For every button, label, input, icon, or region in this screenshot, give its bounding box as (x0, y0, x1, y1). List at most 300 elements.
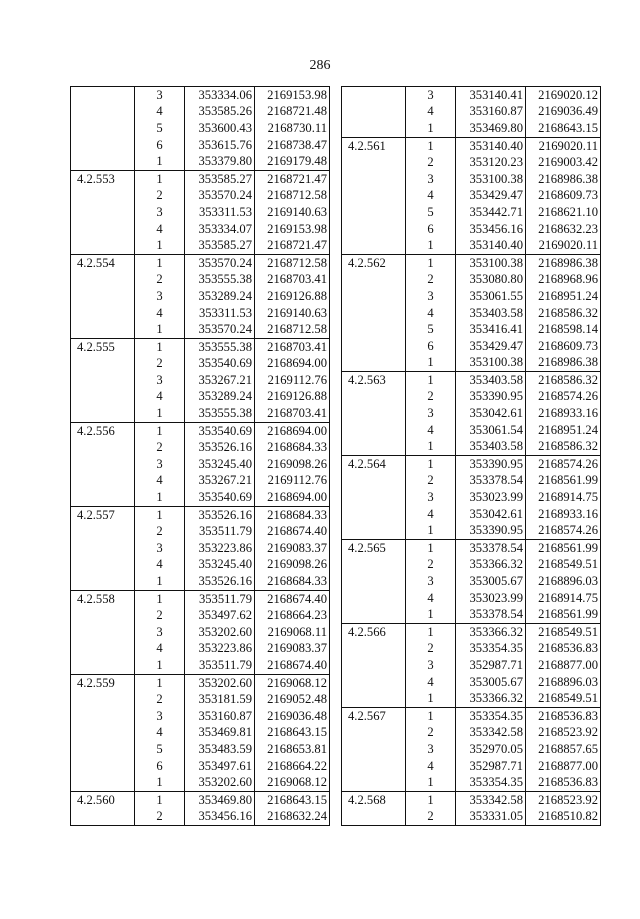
object-id-cell (342, 389, 406, 406)
object-id-cell (342, 321, 406, 338)
x-coordinate-cell: 353469.80 (456, 120, 526, 137)
x-coordinate-cell: 353267.21 (185, 372, 255, 389)
table-row (342, 506, 601, 523)
y-coordinate-cell: 2168643.15 (255, 725, 330, 742)
point-number-cell: 1 (135, 338, 185, 355)
point-number-cell: 3 (406, 489, 456, 506)
y-coordinate-cell: 2168653.81 (255, 741, 330, 758)
object-id-cell (342, 758, 406, 775)
object-id-cell (342, 438, 406, 455)
y-coordinate-cell: 2168643.15 (255, 791, 330, 808)
table-row (71, 389, 330, 406)
point-number-cell: 6 (406, 221, 456, 238)
y-coordinate-cell: 2169098.26 (255, 456, 330, 473)
point-number-cell: 3 (406, 657, 456, 674)
object-id-cell (342, 237, 406, 254)
y-coordinate-cell: 2168986.38 (526, 355, 601, 372)
table-row (71, 573, 330, 590)
object-id-cell (342, 204, 406, 221)
x-coordinate-cell: 353540.69 (185, 356, 255, 373)
object-id-cell: 4.2.557 (71, 506, 135, 523)
x-coordinate-cell: 353390.95 (456, 456, 526, 473)
x-coordinate-cell: 353354.35 (456, 641, 526, 658)
y-coordinate-cell: 2168703.41 (255, 338, 330, 355)
y-coordinate-cell: 2168609.73 (526, 338, 601, 355)
point-number-cell: 4 (406, 590, 456, 607)
y-coordinate-cell: 2168703.41 (255, 272, 330, 289)
object-id-cell (71, 188, 135, 205)
point-number-cell: 4 (406, 674, 456, 691)
y-coordinate-cell: 2168643.15 (526, 120, 601, 137)
object-id-cell (342, 405, 406, 422)
x-coordinate-cell: 353570.24 (185, 188, 255, 205)
y-coordinate-cell: 2168986.38 (526, 254, 601, 271)
y-coordinate-cell: 2169140.63 (255, 305, 330, 322)
table-row (71, 641, 330, 658)
y-coordinate-cell: 2169020.11 (526, 137, 601, 154)
x-coordinate-cell: 353615.76 (185, 137, 255, 154)
point-number-cell: 1 (406, 355, 456, 372)
point-number-cell: 3 (406, 573, 456, 590)
table-row (71, 774, 330, 791)
point-number-cell: 6 (135, 137, 185, 154)
table-row (71, 356, 330, 373)
y-coordinate-cell: 2168896.03 (526, 674, 601, 691)
point-number-cell: 2 (406, 272, 456, 289)
point-number-cell: 5 (135, 120, 185, 137)
object-id-cell (71, 356, 135, 373)
x-coordinate-cell: 353378.54 (456, 606, 526, 623)
object-id-cell (71, 305, 135, 322)
table-row (71, 104, 330, 121)
y-coordinate-cell: 2168586.32 (526, 372, 601, 389)
point-number-cell: 4 (135, 389, 185, 406)
x-coordinate-cell: 353223.86 (185, 641, 255, 658)
y-coordinate-cell: 2168986.38 (526, 171, 601, 188)
point-number-cell: 1 (406, 120, 456, 137)
table-row (342, 606, 601, 623)
point-number-cell: 2 (135, 356, 185, 373)
x-coordinate-cell: 353540.69 (185, 422, 255, 439)
object-id-cell: 4.2.562 (342, 254, 406, 271)
x-coordinate-cell: 353511.79 (185, 590, 255, 607)
x-coordinate-cell: 353005.67 (456, 674, 526, 691)
y-coordinate-cell: 2168632.23 (526, 221, 601, 238)
x-coordinate-cell: 353555.38 (185, 272, 255, 289)
y-coordinate-cell: 2169036.48 (255, 708, 330, 725)
point-number-cell: 3 (135, 87, 185, 104)
y-coordinate-cell: 2169052.48 (255, 691, 330, 708)
y-coordinate-cell: 2168712.58 (255, 321, 330, 338)
x-coordinate-cell: 353416.41 (456, 321, 526, 338)
point-number-cell: 6 (135, 758, 185, 775)
x-coordinate-cell: 353570.24 (185, 321, 255, 338)
point-number-cell: 1 (406, 707, 456, 724)
object-id-cell (71, 456, 135, 473)
table-row (71, 188, 330, 205)
point-number-cell: 4 (406, 422, 456, 439)
point-number-cell: 1 (135, 489, 185, 506)
page-number: 286 (309, 58, 331, 73)
y-coordinate-cell: 2168712.58 (255, 188, 330, 205)
y-coordinate-cell: 2169020.11 (526, 237, 601, 254)
x-coordinate-cell: 353005.67 (456, 573, 526, 590)
y-coordinate-cell: 2168914.75 (526, 590, 601, 607)
x-coordinate-cell: 353366.32 (456, 557, 526, 574)
table-row (71, 473, 330, 490)
y-coordinate-cell: 2168549.51 (526, 624, 601, 641)
point-number-cell: 1 (135, 405, 185, 422)
object-id-cell: 4.2.558 (71, 590, 135, 607)
y-coordinate-cell: 2169083.37 (255, 540, 330, 557)
table-row (71, 87, 330, 104)
table-row (71, 221, 330, 238)
point-number-cell: 1 (135, 674, 185, 691)
y-coordinate-cell: 2168586.32 (526, 438, 601, 455)
x-coordinate-cell: 353403.58 (456, 438, 526, 455)
table-row (71, 153, 330, 170)
y-coordinate-cell: 2168951.24 (526, 288, 601, 305)
object-id-cell (71, 557, 135, 574)
coordinates-table-left (70, 86, 330, 826)
table-row (71, 791, 330, 808)
y-coordinate-cell: 2168664.23 (255, 607, 330, 624)
object-id-cell (342, 473, 406, 490)
y-coordinate-cell: 2169003.42 (526, 154, 601, 171)
table-row (342, 758, 601, 775)
table-row (71, 809, 330, 826)
table-row (71, 254, 330, 271)
object-id-cell: 4.2.563 (342, 372, 406, 389)
x-coordinate-cell: 353311.53 (185, 204, 255, 221)
object-id-cell: 4.2.560 (71, 791, 135, 808)
y-coordinate-cell: 2168857.65 (526, 741, 601, 758)
table-row (71, 338, 330, 355)
object-id-cell (71, 405, 135, 422)
y-coordinate-cell: 2168561.99 (526, 606, 601, 623)
point-number-cell: 1 (406, 774, 456, 791)
y-coordinate-cell: 2168598.14 (526, 321, 601, 338)
x-coordinate-cell: 353267.21 (185, 473, 255, 490)
object-id-cell (342, 506, 406, 523)
y-coordinate-cell: 2169098.26 (255, 557, 330, 574)
object-id-cell (342, 422, 406, 439)
x-coordinate-cell: 353379.80 (185, 153, 255, 170)
table-row (342, 657, 601, 674)
table-row (342, 104, 601, 121)
object-id-cell (71, 691, 135, 708)
table-row (342, 237, 601, 254)
y-coordinate-cell: 2168712.58 (255, 254, 330, 271)
x-coordinate-cell: 353585.26 (185, 104, 255, 121)
point-number-cell: 2 (135, 809, 185, 826)
object-id-cell (342, 741, 406, 758)
x-coordinate-cell: 353366.32 (456, 690, 526, 707)
x-coordinate-cell: 353570.24 (185, 254, 255, 271)
table-row (71, 607, 330, 624)
table-row (71, 590, 330, 607)
point-number-cell: 2 (406, 641, 456, 658)
x-coordinate-cell: 353600.43 (185, 120, 255, 137)
table-row (342, 590, 601, 607)
x-coordinate-cell: 353354.35 (456, 774, 526, 791)
y-coordinate-cell: 2168574.26 (526, 522, 601, 539)
y-coordinate-cell: 2169140.63 (255, 204, 330, 221)
point-number-cell: 2 (135, 607, 185, 624)
y-coordinate-cell: 2168549.51 (526, 557, 601, 574)
point-number-cell: 1 (135, 153, 185, 170)
object-id-cell (342, 355, 406, 372)
point-number-cell: 1 (406, 137, 456, 154)
x-coordinate-cell: 353140.40 (456, 137, 526, 154)
object-id-cell (71, 641, 135, 658)
object-id-cell (342, 171, 406, 188)
x-coordinate-cell: 353289.24 (185, 389, 255, 406)
x-coordinate-cell: 353511.79 (185, 657, 255, 674)
object-id-cell (342, 690, 406, 707)
x-coordinate-cell: 353390.95 (456, 522, 526, 539)
point-number-cell: 5 (135, 741, 185, 758)
x-coordinate-cell: 353202.60 (185, 774, 255, 791)
object-id-cell (71, 288, 135, 305)
table-row (342, 188, 601, 205)
x-coordinate-cell: 353061.54 (456, 422, 526, 439)
y-coordinate-cell: 2168549.51 (526, 690, 601, 707)
x-coordinate-cell: 353497.61 (185, 758, 255, 775)
point-number-cell: 1 (135, 237, 185, 254)
x-coordinate-cell: 353585.27 (185, 170, 255, 187)
point-number-cell: 5 (406, 321, 456, 338)
table-row (342, 540, 601, 557)
table-row (342, 338, 601, 355)
point-number-cell: 3 (406, 405, 456, 422)
y-coordinate-cell: 2169153.98 (255, 87, 330, 104)
y-coordinate-cell: 2168574.26 (526, 456, 601, 473)
point-number-cell: 4 (135, 221, 185, 238)
object-id-cell (342, 188, 406, 205)
table-row (342, 272, 601, 289)
table-row (342, 120, 601, 137)
table-row (342, 154, 601, 171)
table-row (342, 741, 601, 758)
y-coordinate-cell: 2169068.12 (255, 674, 330, 691)
table-row (71, 725, 330, 742)
y-coordinate-cell: 2168914.75 (526, 489, 601, 506)
y-coordinate-cell: 2168536.83 (526, 641, 601, 658)
table-row (71, 741, 330, 758)
x-coordinate-cell: 353160.87 (185, 708, 255, 725)
object-id-cell (71, 87, 135, 104)
point-number-cell: 4 (406, 305, 456, 322)
point-number-cell: 1 (135, 791, 185, 808)
x-coordinate-cell: 353483.59 (185, 741, 255, 758)
object-id-cell (71, 774, 135, 791)
point-number-cell: 3 (135, 708, 185, 725)
x-coordinate-cell: 353429.47 (456, 188, 526, 205)
table-row (342, 171, 601, 188)
table-row (71, 523, 330, 540)
x-coordinate-cell: 353456.16 (185, 809, 255, 826)
object-id-cell (71, 237, 135, 254)
point-number-cell: 1 (135, 573, 185, 590)
table-row (342, 489, 601, 506)
x-coordinate-cell: 353023.99 (456, 489, 526, 506)
point-number-cell: 4 (135, 725, 185, 742)
y-coordinate-cell: 2168574.26 (526, 389, 601, 406)
table-row (342, 725, 601, 742)
y-coordinate-cell: 2168536.83 (526, 707, 601, 724)
object-id-cell: 4.2.553 (71, 170, 135, 187)
point-number-cell: 3 (406, 288, 456, 305)
table-row (71, 170, 330, 187)
y-coordinate-cell: 2168951.24 (526, 422, 601, 439)
point-number-cell: 6 (406, 338, 456, 355)
y-coordinate-cell: 2168684.33 (255, 439, 330, 456)
x-coordinate-cell: 352970.05 (456, 741, 526, 758)
object-id-cell: 4.2.556 (71, 422, 135, 439)
object-id-cell (71, 573, 135, 590)
object-id-cell (342, 606, 406, 623)
point-number-cell: 1 (135, 321, 185, 338)
y-coordinate-cell: 2168721.48 (255, 104, 330, 121)
table-row (342, 438, 601, 455)
point-number-cell: 3 (406, 741, 456, 758)
y-coordinate-cell: 2168877.00 (526, 758, 601, 775)
x-coordinate-cell: 352987.71 (456, 758, 526, 775)
object-id-cell (71, 204, 135, 221)
point-number-cell: 2 (135, 188, 185, 205)
x-coordinate-cell: 353429.47 (456, 338, 526, 355)
object-id-cell: 4.2.566 (342, 624, 406, 641)
object-id-cell (342, 221, 406, 238)
object-id-cell: 4.2.555 (71, 338, 135, 355)
table-row (342, 557, 601, 574)
table-row (342, 809, 601, 826)
table-row (71, 624, 330, 641)
object-id-cell (342, 120, 406, 137)
x-coordinate-cell: 353366.32 (456, 624, 526, 641)
point-number-cell: 1 (135, 506, 185, 523)
y-coordinate-cell: 2168738.47 (255, 137, 330, 154)
table-row (342, 355, 601, 372)
x-coordinate-cell: 353100.38 (456, 355, 526, 372)
y-coordinate-cell: 2168664.22 (255, 758, 330, 775)
table-row (342, 473, 601, 490)
point-number-cell: 1 (406, 438, 456, 455)
table-row (342, 522, 601, 539)
x-coordinate-cell: 353140.41 (456, 87, 526, 104)
x-coordinate-cell: 353511.79 (185, 523, 255, 540)
point-number-cell: 4 (135, 104, 185, 121)
object-id-cell (71, 473, 135, 490)
y-coordinate-cell: 2169083.37 (255, 641, 330, 658)
x-coordinate-cell: 353289.24 (185, 288, 255, 305)
point-number-cell: 2 (406, 473, 456, 490)
object-id-cell (71, 272, 135, 289)
table-row (71, 204, 330, 221)
object-id-cell (71, 137, 135, 154)
x-coordinate-cell: 353245.40 (185, 456, 255, 473)
x-coordinate-cell: 353042.61 (456, 405, 526, 422)
table-row (71, 489, 330, 506)
table-row (71, 657, 330, 674)
object-id-cell (342, 557, 406, 574)
y-coordinate-cell: 2168621.10 (526, 204, 601, 221)
table-row (71, 405, 330, 422)
x-coordinate-cell: 353378.54 (456, 540, 526, 557)
x-coordinate-cell: 353160.87 (456, 104, 526, 121)
y-coordinate-cell: 2169036.49 (526, 104, 601, 121)
table-row (71, 708, 330, 725)
y-coordinate-cell: 2168968.96 (526, 272, 601, 289)
object-id-cell (342, 725, 406, 742)
y-coordinate-cell: 2168674.40 (255, 657, 330, 674)
x-coordinate-cell: 353080.80 (456, 272, 526, 289)
y-coordinate-cell: 2168721.47 (255, 237, 330, 254)
table-row (342, 774, 601, 791)
point-number-cell: 3 (135, 372, 185, 389)
point-number-cell: 4 (135, 305, 185, 322)
y-coordinate-cell: 2168933.16 (526, 506, 601, 523)
table-row (342, 456, 601, 473)
point-number-cell: 4 (406, 104, 456, 121)
point-number-cell: 1 (135, 657, 185, 674)
x-coordinate-cell: 353023.99 (456, 590, 526, 607)
y-coordinate-cell: 2168609.73 (526, 188, 601, 205)
object-id-cell (342, 272, 406, 289)
table-row (342, 641, 601, 658)
y-coordinate-cell: 2169153.98 (255, 221, 330, 238)
table-row (342, 221, 601, 238)
object-id-cell (71, 104, 135, 121)
point-number-cell: 3 (135, 540, 185, 557)
x-coordinate-cell: 352987.71 (456, 657, 526, 674)
point-number-cell: 3 (135, 204, 185, 221)
y-coordinate-cell: 2168684.33 (255, 506, 330, 523)
point-number-cell: 2 (135, 439, 185, 456)
y-coordinate-cell: 2168586.32 (526, 305, 601, 322)
object-id-cell (342, 288, 406, 305)
y-coordinate-cell: 2169068.12 (255, 774, 330, 791)
point-number-cell: 5 (406, 204, 456, 221)
point-number-cell: 1 (406, 690, 456, 707)
table-row (71, 439, 330, 456)
table-row (71, 540, 330, 557)
object-id-cell (342, 338, 406, 355)
x-coordinate-cell: 353202.60 (185, 674, 255, 691)
table-row (71, 506, 330, 523)
y-coordinate-cell: 2168694.00 (255, 422, 330, 439)
y-coordinate-cell: 2169112.76 (255, 473, 330, 490)
point-number-cell: 2 (135, 523, 185, 540)
point-number-cell: 2 (406, 557, 456, 574)
x-coordinate-cell: 353202.60 (185, 624, 255, 641)
y-coordinate-cell: 2168632.24 (255, 809, 330, 826)
object-id-cell (71, 372, 135, 389)
point-number-cell: 4 (135, 641, 185, 658)
x-coordinate-cell: 353342.58 (456, 725, 526, 742)
x-coordinate-cell: 353526.16 (185, 573, 255, 590)
y-coordinate-cell: 2168674.40 (255, 523, 330, 540)
table-row (71, 288, 330, 305)
x-coordinate-cell: 353378.54 (456, 473, 526, 490)
point-number-cell: 2 (406, 154, 456, 171)
y-coordinate-cell: 2168523.92 (526, 791, 601, 808)
table-row (342, 674, 601, 691)
point-number-cell: 3 (406, 87, 456, 104)
x-coordinate-cell: 353390.95 (456, 389, 526, 406)
object-id-cell (342, 657, 406, 674)
